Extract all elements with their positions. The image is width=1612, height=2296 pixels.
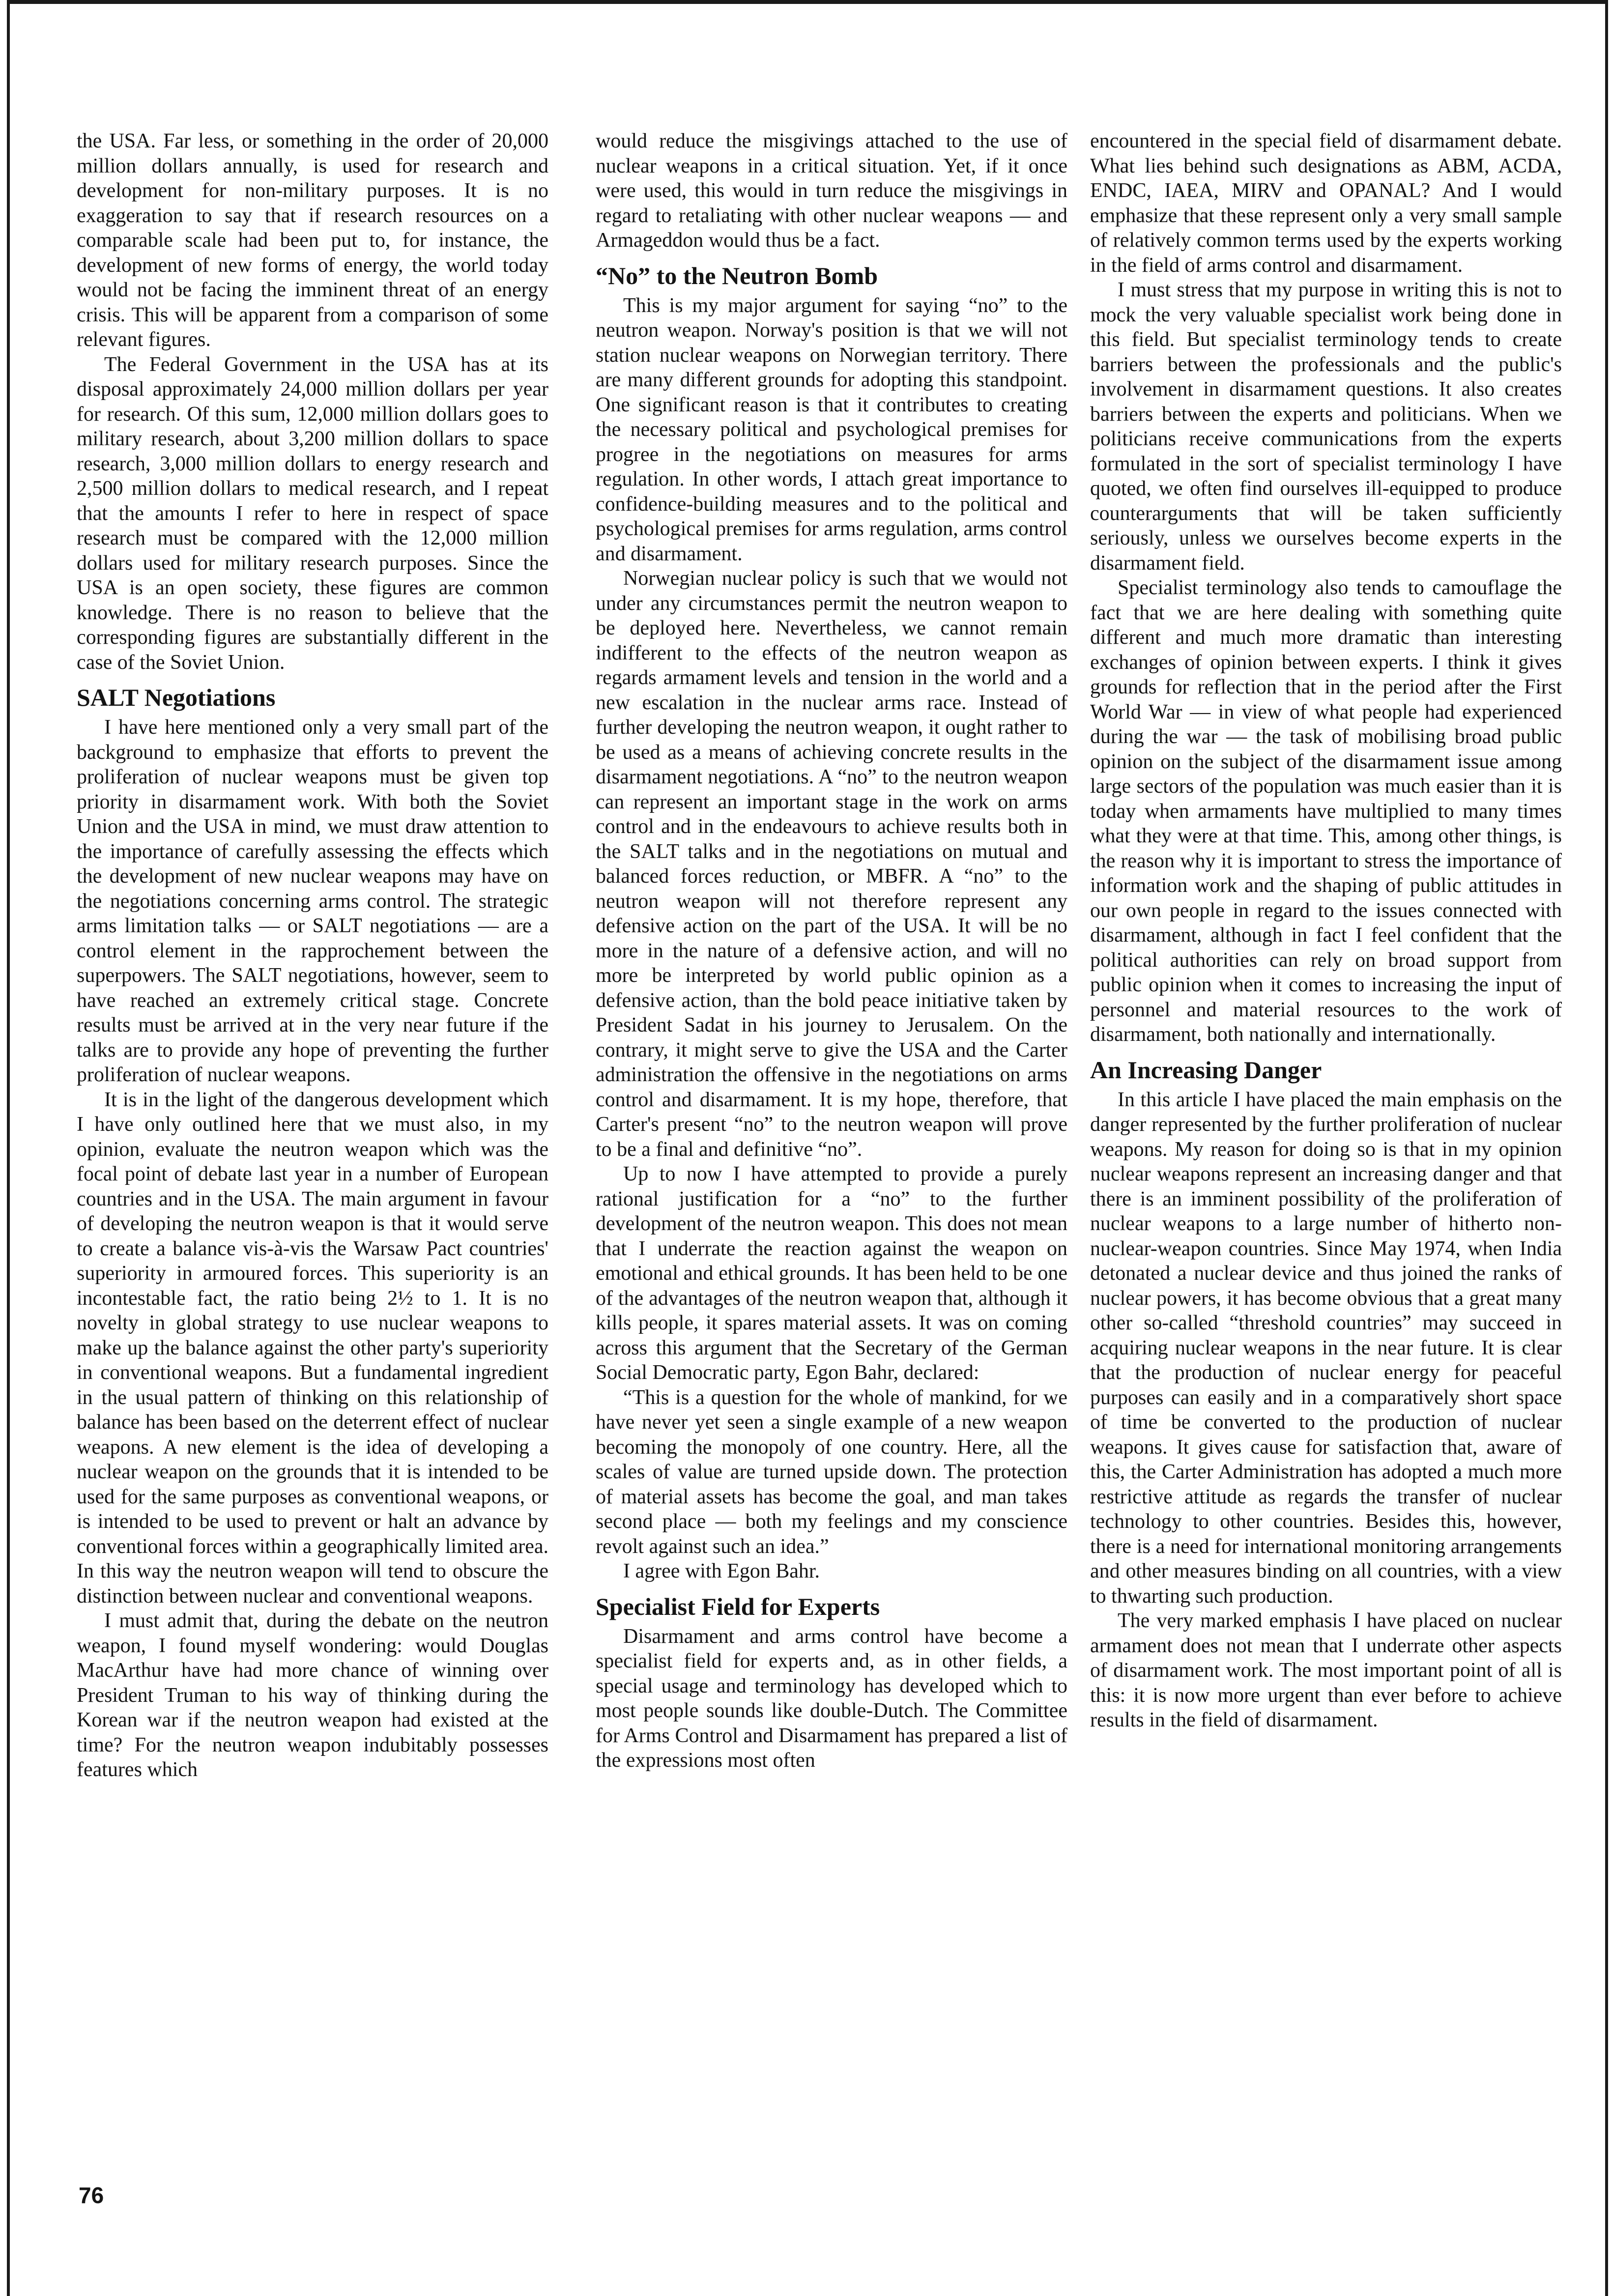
text-column-3: [1090, 129, 1562, 1733]
section-heading-increasing-danger: An Increasing Danger: [1090, 1056, 1322, 1084]
paragraph: Up to now I have attempted to provide a purely rational justification for a “no” to the further development of the neutron weapon. This does not mean that I underrate the reaction against the weapon on emotional and ethical grounds. It has been held to be one of the advantages of the neutron weapon that, although it kills people, it spares material assets. It was on coming across this argument that the Secretary of the German Social Democratic party, Egon Bahr, declared:: [596, 1163, 1067, 1384]
paragraph: encountered in the special field of disarmament debate. What lies behind such designations as ABM, ACDA, ENDC, IAEA, MIRV and OPANAL? And I would emphasize that these represent only a very small sample of relatively common terms used by the experts working in the field of arms control and disarmament.: [1090, 130, 1562, 277]
section-heading-salt: SALT Negotiations: [77, 684, 276, 711]
paragraph: In this article I have placed the main emphasis on the danger represented by the further proliferation of nuclear weapons. My reason for doing so is that in my opinion nuclear weapons represent an increasing danger and that there is an imminent possibility of the proliferation of nuclear weapons to a large number of hitherto non-nuclear-weapon countries. Since May 1974, when India detonated a nuclear device and thus joined the ranks of nuclear powers, it has become obvious that a great many other so-called “threshold countries” may succeed in acquiring nuclear weapons in the near future. It is clear that the production of nuclear energy for peaceful purposes can easily and in a comparatively short space of time be converted to the production of nuclear weapons. It gives cause for satisfaction that, aware of this, the Carter Administration has adopted a much more restrictive attitude as regards the transfer of nuclear technology to other countries. Besides this, however, there is a need for international monitoring arrangements and other measures binding on all countries, with a view to thwarting such production.: [1090, 1088, 1562, 1607]
page-border-right: [1605, 0, 1608, 2296]
section-heading-specialist-field: Specialist Field for Experts: [596, 1592, 880, 1620]
paragraph: the USA. Far less, or something in the order of 20,000 million dollars annually, is used for research and development for non-military purposes. It is no exaggeration to say that if research resources on a comparable scale had been put to, for instance, the development of new forms of energy, the world today would not be facing the imminent threat of an energy crisis. This will be apparent from a comparison of some relevant figures.: [77, 130, 548, 351]
text-column-1: [77, 129, 548, 1782]
quotation: “This is a question for the whole of mankind, for we have never yet seen a single example of a new weapon becoming the monopoly of one country. Here, all the scales of value are turned upside down. The protection of material assets has become the goal, and man takes second place — both my feelings and my conscience revolt against such an idea.”: [596, 1386, 1067, 1558]
paragraph: It is in the light of the dangerous development which I have only outlined here that we must also, in my opinion, evaluate the neutron weapon which was the focal point of debate last year in a number of European countries and in the USA. The main argument in favour of developing the neutron weapon is that it would serve to create a balance vis-à-vis the Warsaw Pact countries' superiority in armoured forces. This superiority is an incontestable fact, the ratio being 2½ to 1. It is no novelty in global strategy to use nuclear weapons to make up the balance against the other party's superiority in conventional weapons. But a fundamental ingredient in the usual pattern of thinking on this relationship of balance has been based on the deterrent effect of nuclear weapons. A new element is the idea of developing a nuclear weapon on the grounds that it is intended to be used for the same purposes as conventional weapons, or is intended to be used to prevent or halt an advance by conventional forces within a geographically limited area. In this way the neutron weapon will tend to obscure the distinction between nuclear and conventional weapons.: [77, 1088, 548, 1607]
page-number: 76: [79, 2182, 104, 2208]
paragraph: I must admit that, during the debate on the neutron weapon, I found myself wondering: would Douglas MacArthur have had more chance of winning over President Truman to his way of thinking during the Korean war if the neutron weapon had existed at the time? For the neutron weapon indubitably possesses features which: [77, 1609, 548, 1781]
section-heading-neutron-bomb: “No” to the Neutron Bomb: [596, 261, 878, 289]
page-border-left: [7, 0, 10, 2296]
page-border-top: [7, 0, 1605, 4]
paragraph: The very marked emphasis I have placed on nuclear armament does not mean that I underrate other aspects of disarmament work. The most important point of all is this: it is now more urgent than ever before to achieve results in the field of disarmament.: [1090, 1609, 1562, 1731]
paragraph: would reduce the misgivings attached to the use of nuclear weapons in a critical situation. Yet, if it once were used, this would in turn reduce the misgivings in regard to retaliating with other nuclear weapons — and Armageddon would thus be a fact.: [596, 130, 1067, 252]
paragraph: Specialist terminology also tends to camouflage the fact that we are here dealing with something quite different and much more dramatic than interesting exchanges of opinion between experts. I think it gives grounds for reflection that in the period after the First World War — in view of what people had experienced during the war — the task of mobilising broad public opinion on the subject of the disarmament issue among large sectors of the population was much easier than it is today when armaments have multiplied to many times what they were at that time. This, among other things, is the reason why it is important to stress the importance of information work and the shaping of public attitudes in our own people in regard to the issues connected with disarmament, although in fact I feel confident that the political authorities can rely on broad support from public opinion when it comes to increasing the input of personnel and material resources to the work of disarmament, both nationally and internationally.: [1090, 576, 1562, 1046]
paragraph: Disarmament and arms control have become a specialist field for experts and, as in other fields, a special usage and terminology has developed which to most people sounds like double-Dutch. The Committee for Arms Control and Disarmament has prepared a list of the expressions most often: [596, 1625, 1067, 1772]
paragraph: This is my major argument for saying “no” to the neutron weapon. Norway's position is that we will not station nuclear weapons on Norwegian territory. There are many different grounds for adopting this standpoint. One significant reason is that it contributes to creating the necessary political and psychological premises for progree in the negotiations on measures for arms regulation. In other words, I attach great importance to confidence-building measures and to the political and psychological premises for arms regulation, arms control and disarmament.: [596, 294, 1067, 565]
paragraph: Norwegian nuclear policy is such that we would not under any circumstances permit the neutron weapon to be deployed here. Nevertheless, we cannot remain indifferent to the effects of the neutron weapon as regards armament levels and tension in the world and a new escalation in the nuclear arms race. Instead of further developing the neutron weapon, it ought rather to be used as a means of achieving concrete results in the disarmament negotiations. A “no” to the neutron weapon can represent an important stage in the work on arms control and in the endeavours to achieve results both in the SALT talks and in the negotiations on mutual and balanced forces reduction, or MBFR. A “no” to the neutron weapon will not therefore represent any defensive action on the part of the USA. It will be no more in the nature of a defensive action, and will no more be interpreted by world public opinion as a defensive action, than the bold peace initiative taken by President Sadat in his journey to Jerusalem. On the contrary, it might serve to give the USA and the Carter administration the offensive in the negotiations on arms control and disarmament. It is my hope, therefore, that Carter's present “no” to the neutron weapon will prove to be a final and definitive “no”.: [596, 567, 1067, 1161]
paragraph: The Federal Government in the USA has at its disposal approximately 24,000 million dollars per year for research. Of this sum, 12,000 million dollars goes to military research, about 3,200 million dollars to space research, 3,000 million dollars to energy research and 2,500 million dollars to medical research, and I repeat that the amounts I refer to here in respect of space research must be compared with the 12,000 million dollars used for military research purposes. Since the USA is an open society, these figures are common knowledge. There is no reason to believe that the corresponding figures are substantially different in the case of the Soviet Union.: [77, 353, 548, 674]
paragraph: I must stress that my purpose in writing this is not to mock the very valuable specialist work being done in this field. But specialist terminology tends to create barriers between the professionals and the public's involvement in disarmament questions. It also creates barriers between the experts and politicians. When we politicians receive communications from the experts formulated in the sort of specialist terminology I have quoted, we often find ourselves ill-equipped to produce counterarguments that will be taken sufficiently seriously, unless we ourselves become experts in the disarmament field.: [1090, 279, 1562, 574]
text-column-2: [596, 129, 1067, 1773]
paragraph: I agree with Egon Bahr.: [623, 1560, 820, 1582]
paragraph: I have here mentioned only a very small part of the background to emphasize that efforts to prevent the proliferation of nuclear weapons must be given top priority in disarmament work. With both the Soviet Union and the USA in mind, we must draw attention to the importance of carefully assessing the effects which the development of new nuclear weapons may have on the negotiations concerning arms control. The strategic arms limitation talks — or SALT negotiations — are a control element in the rapprochement between the superpowers. The SALT negotiations, however, seem to have reached an extremely critical stage. Concrete results must be arrived at in the very near future if the talks are to provide any hope of preventing the further proliferation of nuclear weapons.: [77, 716, 548, 1086]
